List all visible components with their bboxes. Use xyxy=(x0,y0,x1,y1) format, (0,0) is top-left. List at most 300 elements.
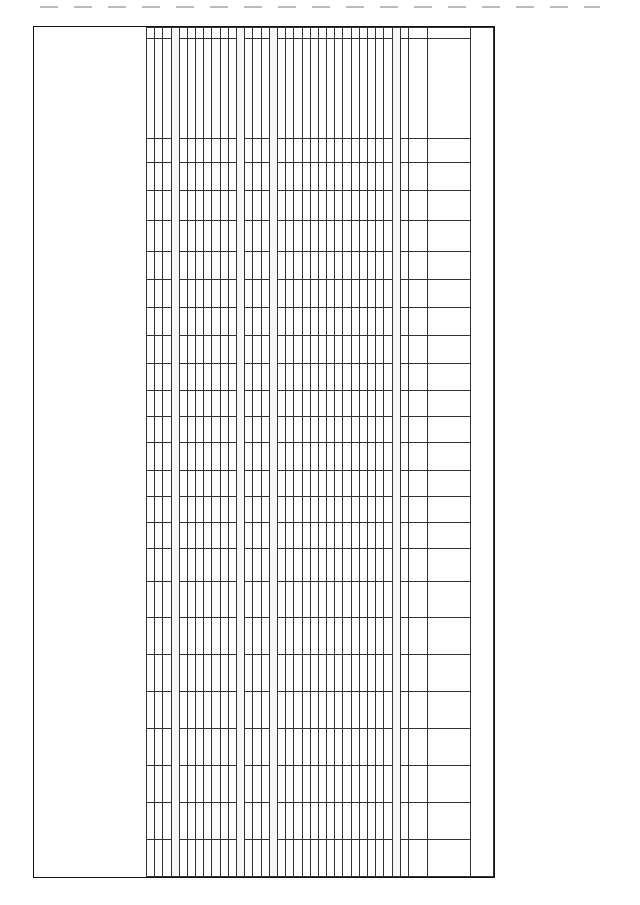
table-cell xyxy=(286,190,294,220)
table-cell xyxy=(179,470,187,496)
table-cell xyxy=(237,28,245,877)
table-cell xyxy=(286,470,294,496)
table-cell xyxy=(286,581,294,618)
table-cell xyxy=(253,190,261,220)
table-cell xyxy=(400,221,408,251)
table-cell xyxy=(187,336,195,364)
table-cell xyxy=(212,138,220,162)
table-cell xyxy=(359,765,367,802)
table-cell xyxy=(147,416,155,442)
table-header-cell xyxy=(409,839,428,876)
table-cell xyxy=(155,442,163,470)
table-cell xyxy=(245,496,253,522)
table-cell xyxy=(302,522,310,548)
table-cell xyxy=(220,390,228,416)
table-cell xyxy=(228,618,236,655)
table-cell xyxy=(376,138,384,162)
table-cell xyxy=(187,470,195,496)
table-cell xyxy=(359,251,367,279)
table-cell xyxy=(327,38,335,138)
table-row xyxy=(327,28,335,877)
table-cell xyxy=(318,416,326,442)
table-cell xyxy=(400,496,408,522)
table-cell xyxy=(310,416,318,442)
table-cell xyxy=(204,839,212,876)
table-cell xyxy=(147,138,155,162)
table-cell xyxy=(327,28,335,39)
table-cell xyxy=(327,221,335,251)
table-cell xyxy=(310,470,318,496)
table-cell xyxy=(302,496,310,522)
table-cell xyxy=(302,336,310,364)
table-cell xyxy=(384,38,392,138)
table-cell xyxy=(310,364,318,390)
table-cell xyxy=(335,221,343,251)
table-cell xyxy=(343,28,351,39)
table-cell xyxy=(343,802,351,839)
table-cell xyxy=(196,190,204,220)
table-cell xyxy=(318,336,326,364)
table-cell xyxy=(400,364,408,390)
table-cell xyxy=(261,416,269,442)
table-cell xyxy=(245,692,253,729)
table-cell xyxy=(204,162,212,190)
table-cell xyxy=(220,618,228,655)
table-cell xyxy=(204,336,212,364)
table-cell xyxy=(155,138,163,162)
table-cell xyxy=(286,548,294,581)
table-cell xyxy=(302,38,310,138)
table-cell xyxy=(294,692,302,729)
table-cell xyxy=(261,470,269,496)
table-cell xyxy=(302,279,310,307)
table-cell xyxy=(253,581,261,618)
table-cell xyxy=(220,765,228,802)
table-cell xyxy=(261,496,269,522)
table-cell xyxy=(163,251,171,279)
table-cell xyxy=(294,802,302,839)
table-cell xyxy=(294,618,302,655)
table-cell xyxy=(147,765,155,802)
table-cell xyxy=(179,279,187,307)
table-cell xyxy=(359,470,367,496)
table-cell xyxy=(245,416,253,442)
table-cell xyxy=(155,839,163,876)
table-cell xyxy=(253,618,261,655)
table-cell xyxy=(376,251,384,279)
table-cell xyxy=(204,390,212,416)
table-cell xyxy=(253,655,261,692)
table-cell xyxy=(187,221,195,251)
table-cell xyxy=(343,655,351,692)
table-cell xyxy=(286,251,294,279)
table-cell xyxy=(343,138,351,162)
table-cell xyxy=(179,138,187,162)
table-cell xyxy=(187,28,195,39)
table-cell xyxy=(147,364,155,390)
table-cell xyxy=(368,308,376,336)
table-cell xyxy=(368,364,376,390)
table-cell xyxy=(318,839,326,876)
table-cell xyxy=(147,390,155,416)
table-cell xyxy=(179,28,187,39)
table-cell xyxy=(228,251,236,279)
table-cell xyxy=(310,38,318,138)
table-cell xyxy=(147,162,155,190)
table-row xyxy=(220,28,228,877)
table-cell xyxy=(187,581,195,618)
table-header-cell xyxy=(428,839,471,876)
table-cell xyxy=(163,839,171,876)
table-row xyxy=(253,28,261,877)
table-cell xyxy=(163,336,171,364)
table-cell xyxy=(179,692,187,729)
table-cell xyxy=(179,221,187,251)
table-cell xyxy=(204,655,212,692)
table-header-cell xyxy=(428,548,471,581)
table-cell xyxy=(335,28,343,39)
table-cell xyxy=(147,28,155,39)
table-cell xyxy=(302,839,310,876)
table-cell xyxy=(196,618,204,655)
table-cell xyxy=(261,38,269,138)
table-cell xyxy=(400,581,408,618)
table-cell xyxy=(220,655,228,692)
table-row xyxy=(294,28,302,877)
table-cell xyxy=(163,522,171,548)
table-cell xyxy=(400,251,408,279)
table-cell xyxy=(384,251,392,279)
table-cell xyxy=(351,729,359,766)
table-cell xyxy=(400,38,408,138)
table-row xyxy=(212,28,220,877)
table-section-row xyxy=(392,28,400,877)
table-cell xyxy=(147,522,155,548)
table-cell xyxy=(327,190,335,220)
table-cell xyxy=(278,802,286,839)
table-cell xyxy=(228,162,236,190)
table-cell xyxy=(187,279,195,307)
table-cell xyxy=(318,802,326,839)
table-cell xyxy=(368,251,376,279)
table-cell xyxy=(204,138,212,162)
table-cell xyxy=(384,279,392,307)
table-cell xyxy=(278,496,286,522)
table-cell xyxy=(155,548,163,581)
table-cell xyxy=(376,839,384,876)
table-cell xyxy=(196,364,204,390)
table-cell xyxy=(187,308,195,336)
table-header-cell xyxy=(428,251,471,279)
table-cell xyxy=(286,729,294,766)
table-cell xyxy=(318,190,326,220)
table-cell xyxy=(310,279,318,307)
table-cell xyxy=(286,138,294,162)
table-cell xyxy=(351,496,359,522)
table-cell xyxy=(163,308,171,336)
table-cell xyxy=(376,390,384,416)
table-cell xyxy=(196,522,204,548)
table-cell xyxy=(212,655,220,692)
table-cell xyxy=(261,548,269,581)
table-cell xyxy=(228,38,236,138)
table-cell xyxy=(327,251,335,279)
table-cell xyxy=(253,138,261,162)
table-cell xyxy=(228,548,236,581)
table-cell xyxy=(187,839,195,876)
table-cell xyxy=(359,581,367,618)
table-cell xyxy=(343,442,351,470)
table-cell xyxy=(335,38,343,138)
table-cell xyxy=(179,162,187,190)
table-cell xyxy=(228,364,236,390)
table-cell xyxy=(359,390,367,416)
table-cell xyxy=(212,190,220,220)
table-cell xyxy=(163,729,171,766)
table-cell xyxy=(335,190,343,220)
table-cell xyxy=(196,390,204,416)
table-cell xyxy=(359,548,367,581)
table-cell xyxy=(212,581,220,618)
table-cell xyxy=(318,548,326,581)
table-cell xyxy=(204,692,212,729)
table-cell xyxy=(302,765,310,802)
table-cell xyxy=(187,416,195,442)
table-cell xyxy=(261,221,269,251)
table-cell xyxy=(310,221,318,251)
table-cell xyxy=(253,416,261,442)
table-cell xyxy=(220,802,228,839)
table-cell xyxy=(310,802,318,839)
table-header-cell xyxy=(428,279,471,307)
table-cell xyxy=(359,336,367,364)
table-cell xyxy=(351,390,359,416)
table-cell xyxy=(212,390,220,416)
table-header-cell xyxy=(409,308,428,336)
table-cell xyxy=(163,496,171,522)
table-header-cell xyxy=(409,251,428,279)
table-cell xyxy=(343,496,351,522)
table-cell xyxy=(228,470,236,496)
table-cell xyxy=(278,390,286,416)
table-header-cell xyxy=(409,496,428,522)
table-row xyxy=(368,28,376,877)
table-cell xyxy=(302,162,310,190)
table-cell xyxy=(187,251,195,279)
table-cell xyxy=(228,190,236,220)
table-cell xyxy=(253,28,261,39)
table-cell xyxy=(286,390,294,416)
table-cell xyxy=(253,692,261,729)
table-cell xyxy=(335,765,343,802)
table-cell xyxy=(261,522,269,548)
table-cell xyxy=(220,442,228,470)
table-cell xyxy=(245,390,253,416)
table-cell xyxy=(335,279,343,307)
table-cell xyxy=(278,251,286,279)
table-cell xyxy=(351,839,359,876)
table-cell xyxy=(261,336,269,364)
table-header-cell xyxy=(428,416,471,442)
table-header-cell xyxy=(409,618,428,655)
table-cell xyxy=(245,279,253,307)
table-cell xyxy=(318,470,326,496)
table-cell xyxy=(327,308,335,336)
table-header-cell xyxy=(409,190,428,220)
table-total-row xyxy=(278,28,286,877)
table-row xyxy=(155,28,163,877)
table-cell xyxy=(220,162,228,190)
table-cell xyxy=(204,28,212,39)
table-cell xyxy=(171,28,179,877)
table-cell xyxy=(286,802,294,839)
table-cell xyxy=(155,308,163,336)
table-cell xyxy=(384,221,392,251)
table-cell xyxy=(376,416,384,442)
table-cell xyxy=(278,765,286,802)
table-row xyxy=(318,28,326,877)
table-cell xyxy=(376,190,384,220)
table-cell xyxy=(343,618,351,655)
table-cell xyxy=(318,251,326,279)
table-cell xyxy=(343,162,351,190)
table-cell xyxy=(400,308,408,336)
table-cell xyxy=(368,279,376,307)
table-row xyxy=(204,28,212,877)
table-row xyxy=(351,28,359,877)
table-header-cell xyxy=(428,655,471,692)
table-cell xyxy=(204,765,212,802)
table-cell xyxy=(310,765,318,802)
table-cell xyxy=(310,655,318,692)
table-cell xyxy=(212,729,220,766)
table-cell xyxy=(368,416,376,442)
table-cell xyxy=(359,38,367,138)
table-cell xyxy=(294,308,302,336)
table-cell xyxy=(228,308,236,336)
table-cell xyxy=(163,765,171,802)
table-cell xyxy=(327,336,335,364)
table-cell xyxy=(286,442,294,470)
table-cell xyxy=(253,442,261,470)
table-cell xyxy=(384,416,392,442)
table-header-cell xyxy=(409,28,428,39)
table-cell xyxy=(163,802,171,839)
table-cell xyxy=(310,162,318,190)
table-cell xyxy=(327,839,335,876)
table-cell xyxy=(163,162,171,190)
table-cell xyxy=(196,839,204,876)
table-cell xyxy=(228,28,236,39)
table-cell xyxy=(343,336,351,364)
table-cell xyxy=(245,442,253,470)
table-cell xyxy=(384,729,392,766)
table-cell xyxy=(368,581,376,618)
table-cell xyxy=(359,802,367,839)
table-cell xyxy=(327,416,335,442)
table-cell xyxy=(179,251,187,279)
table-cell xyxy=(179,390,187,416)
table-cell xyxy=(253,308,261,336)
table-cell xyxy=(147,38,155,138)
table-cell xyxy=(294,38,302,138)
table-cell xyxy=(204,581,212,618)
table-cell xyxy=(294,336,302,364)
table-cell xyxy=(155,522,163,548)
table-cell xyxy=(376,581,384,618)
table-cell xyxy=(179,729,187,766)
table-cell xyxy=(294,416,302,442)
table-row xyxy=(384,28,392,877)
table-cell xyxy=(400,470,408,496)
table-cell xyxy=(368,138,376,162)
table-cell xyxy=(253,839,261,876)
table-cell xyxy=(335,581,343,618)
table-cell xyxy=(245,802,253,839)
table-cell xyxy=(147,442,155,470)
table-cell xyxy=(212,364,220,390)
table-cell xyxy=(187,522,195,548)
table-cell xyxy=(310,839,318,876)
buildings-table xyxy=(146,27,494,877)
table-cell xyxy=(294,765,302,802)
table-cell xyxy=(196,28,204,39)
table-cell xyxy=(196,251,204,279)
table-cell xyxy=(327,470,335,496)
table-cell xyxy=(196,765,204,802)
table-cell xyxy=(286,416,294,442)
table-cell xyxy=(155,765,163,802)
table-cell xyxy=(327,364,335,390)
table-header-cell xyxy=(428,162,471,190)
table-cell xyxy=(400,390,408,416)
table-cell xyxy=(155,28,163,39)
table-header-cell xyxy=(428,692,471,729)
table-cell xyxy=(376,618,384,655)
table-cell xyxy=(351,279,359,307)
table-cell xyxy=(212,839,220,876)
table-cell xyxy=(302,390,310,416)
table-cell xyxy=(163,618,171,655)
table-cell xyxy=(245,655,253,692)
table-cell xyxy=(204,416,212,442)
table-row xyxy=(286,28,294,877)
table-header-cell xyxy=(428,765,471,802)
table-cell xyxy=(335,548,343,581)
table-cell xyxy=(261,442,269,470)
table-cell xyxy=(384,496,392,522)
table-header-cell xyxy=(409,38,428,138)
table-cell xyxy=(261,692,269,729)
table-cell xyxy=(278,692,286,729)
table-cell xyxy=(376,496,384,522)
table-cell xyxy=(220,839,228,876)
table-cell xyxy=(384,390,392,416)
table-cell xyxy=(335,522,343,548)
table-cell xyxy=(302,581,310,618)
table-cell xyxy=(212,618,220,655)
table-cell xyxy=(335,364,343,390)
table-cell xyxy=(220,496,228,522)
table-cell xyxy=(318,38,326,138)
table-cell xyxy=(351,251,359,279)
table-row xyxy=(400,28,408,877)
table-cell xyxy=(187,802,195,839)
table-cell xyxy=(351,655,359,692)
table-cell xyxy=(204,190,212,220)
table-cell xyxy=(212,28,220,39)
table-cell xyxy=(310,618,318,655)
